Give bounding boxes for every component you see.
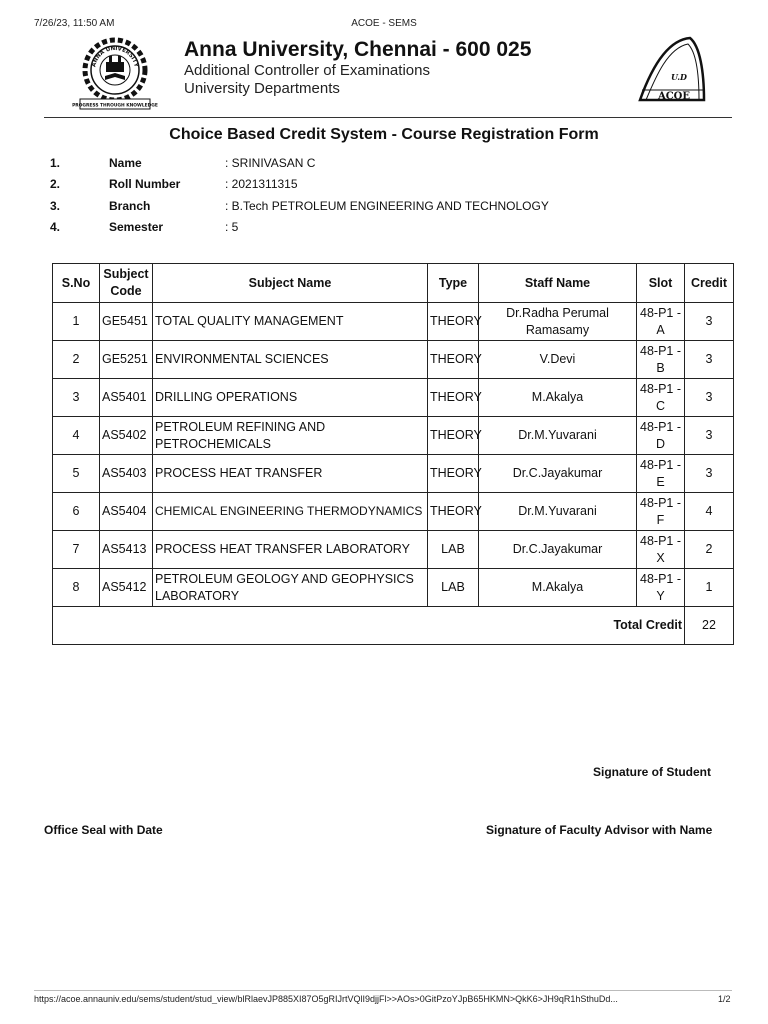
cell-type: LAB (428, 531, 479, 569)
logo-left-text: ANNA UNIVERSITY (91, 45, 139, 68)
cell-subject-name: CHEMICAL ENGINEERING THERMODYNAMICS (153, 493, 428, 531)
cell-slot: 48-P1 - C (637, 379, 685, 417)
cell-subject-name: PROCESS HEAT TRANSFER (153, 455, 428, 493)
table-row (53, 379, 734, 417)
cell-type: THEORY (428, 493, 479, 531)
table-row (53, 569, 734, 607)
cell-credit: 3 (685, 379, 734, 417)
cell-credit: 1 (685, 569, 734, 607)
office-seal-with-date: Office Seal with Date (44, 823, 163, 837)
cell-sno: 5 (53, 455, 100, 493)
header-slot: Slot (637, 264, 685, 303)
info-value-name: : SRINIVASAN C (225, 156, 316, 170)
info-number: 3. (50, 199, 61, 213)
cell-credit: 2 (685, 531, 734, 569)
cell-staff-name: Dr.M.Yuvarani (479, 493, 637, 531)
info-value-branch: : B.Tech PETROLEUM ENGINEERING AND TECHNOLOGY (225, 199, 549, 213)
cell-subject-name: PROCESS HEAT TRANSFER LABORATORY (153, 531, 428, 569)
info-number: 2. (50, 177, 61, 191)
form-title: Choice Based Credit System - Course Registration Form (169, 126, 599, 143)
cell-subject-name: DRILLING OPERATIONS (153, 379, 428, 417)
cell-staff-name: V.Devi (479, 341, 637, 379)
table-row (53, 341, 734, 379)
cell-slot: 48-P1 - A (637, 303, 685, 341)
table-row (53, 303, 734, 341)
table-row (53, 417, 734, 455)
cell-subject-name: PETROLEUM GEOLOGY AND GEOPHYSICS LABORATORY (153, 569, 428, 607)
cell-staff-name: Dr.Radha Perumal Ramasamy (479, 303, 637, 341)
cell-slot: 48-P1 - X (637, 531, 685, 569)
header-sno: S.No (53, 264, 100, 303)
cell-subject-name: TOTAL QUALITY MANAGEMENT (153, 303, 428, 341)
cell-type: THEORY (428, 417, 479, 455)
cell-sno: 2 (53, 341, 100, 379)
cell-slot: 48-P1 - E (637, 455, 685, 493)
cell-type: THEORY (428, 379, 479, 417)
header-subject-name: Subject Name (153, 264, 428, 303)
logo-left-motto: PROGRESS THROUGH KNOWLEDGE (72, 103, 158, 109)
cell-credit: 3 (685, 417, 734, 455)
cell-code: AS5403 (100, 455, 153, 493)
table-header-row (53, 264, 734, 303)
cell-staff-name: Dr.M.Yuvarani (479, 417, 637, 455)
info-label-semester: Semester (109, 220, 164, 234)
total-credit-row (53, 607, 734, 645)
info-value-roll-number: : 2021311315 (225, 177, 298, 191)
cell-code: AS5413 (100, 531, 153, 569)
cell-slot: 48-P1 - D (637, 417, 685, 455)
signature-of-student: Signature of Student (593, 765, 711, 779)
table-row (53, 531, 734, 569)
cell-subject-name: PETROLEUM REFINING AND PETROCHEMICALS (153, 417, 428, 455)
cell-code: AS5404 (100, 493, 153, 531)
cell-credit: 3 (685, 455, 734, 493)
university-title: Anna University, Chennai - 600 025 (184, 38, 532, 61)
cell-sno: 8 (53, 569, 100, 607)
info-value-semester: : 5 (225, 220, 239, 234)
info-number: 1. (50, 156, 61, 170)
cell-code: AS5412 (100, 569, 153, 607)
cell-code: AS5401 (100, 379, 153, 417)
cell-code: GE5251 (100, 341, 153, 379)
anna-university-logo (72, 36, 158, 112)
info-label-branch: Branch (109, 199, 151, 213)
header-type: Type (428, 264, 479, 303)
cell-slot: 48-P1 - B (637, 341, 685, 379)
cell-slot: 48-P1 - Y (637, 569, 685, 607)
info-number: 4. (50, 220, 61, 234)
cell-staff-name: M.Akalya (479, 569, 637, 607)
total-credit-label: Total Credit (53, 607, 685, 645)
cell-slot: 48-P1 - F (637, 493, 685, 531)
cell-type: LAB (428, 569, 479, 607)
info-label-roll-number: Roll Number (109, 177, 181, 191)
header-subject-code: Subject Code (100, 264, 153, 303)
cell-credit: 4 (685, 493, 734, 531)
print-page-title: ACOE - SEMS (351, 18, 417, 29)
cell-sno: 7 (53, 531, 100, 569)
cell-subject-name: ENVIRONMENTAL SCIENCES (153, 341, 428, 379)
signature-of-faculty-advisor: Signature of Faculty Advisor with Name (486, 823, 713, 837)
logo-right-ud: U.D (671, 72, 687, 82)
cell-type: THEORY (428, 303, 479, 341)
cell-sno: 4 (53, 417, 100, 455)
cell-type: THEORY (428, 341, 479, 379)
header-staff-name: Staff Name (479, 264, 637, 303)
footer-divider (34, 990, 732, 991)
cell-sno: 1 (53, 303, 100, 341)
cell-type: THEORY (428, 455, 479, 493)
university-subtitle: Additional Controller of Examinations (184, 62, 430, 79)
table-row (53, 455, 734, 493)
logo-right-text: ACOE (657, 91, 691, 102)
print-datetime: 7/26/23, 11:50 AM (34, 18, 115, 29)
cell-sno: 3 (53, 379, 100, 417)
header-credit: Credit (685, 264, 734, 303)
header-divider (44, 117, 732, 118)
university-department: University Departments (184, 80, 340, 97)
cell-staff-name: M.Akalya (479, 379, 637, 417)
total-credit-value: 22 (685, 607, 734, 645)
cell-staff-name: Dr.C.Jayakumar (479, 455, 637, 493)
acoe-logo (636, 36, 708, 104)
cell-staff-name: Dr.C.Jayakumar (479, 531, 637, 569)
cell-credit: 3 (685, 341, 734, 379)
print-footer-url[interactable]: https://acoe.annauniv.edu/sems/student/stud_view/blRlaevJP885XI87O5gRIJrtVQlI9djjFl>>AOs>0GitPzoYJpB65HKMN>QkK6>JH9qR1hSthuDd... (34, 994, 618, 1004)
cell-code: GE5451 (100, 303, 153, 341)
cell-sno: 6 (53, 493, 100, 531)
cell-code: AS5402 (100, 417, 153, 455)
table-row (53, 493, 734, 531)
print-page-number: 1/2 (718, 994, 731, 1004)
info-label-name: Name (109, 156, 142, 170)
cell-credit: 3 (685, 303, 734, 341)
course-registration-table (52, 263, 734, 645)
